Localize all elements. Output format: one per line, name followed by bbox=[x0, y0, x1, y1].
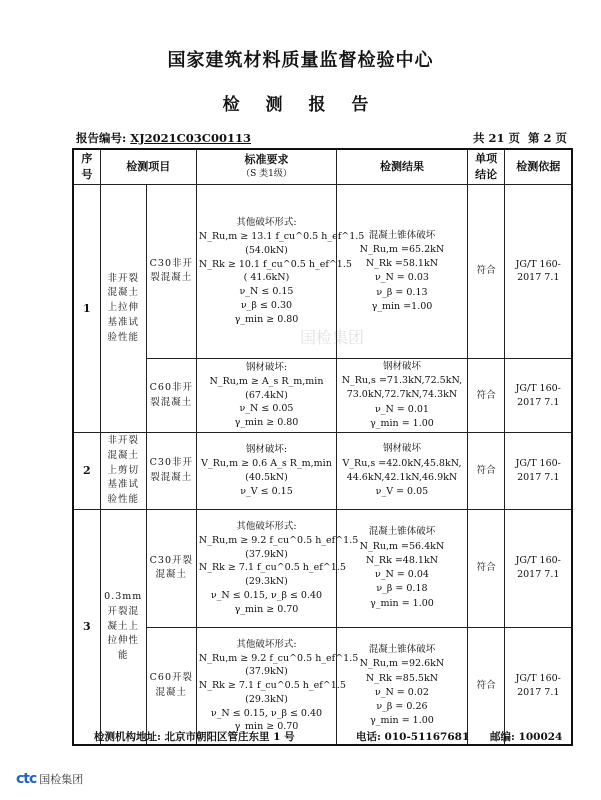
result-line: γ_min = 1.00 bbox=[370, 417, 434, 429]
requirement-line: ν_V ≤ 0.15 bbox=[240, 485, 293, 497]
test-basis: JG/T 160-2017 7.1 bbox=[505, 358, 572, 432]
requirement-line: (29.3kN) bbox=[245, 576, 288, 588]
table-row bbox=[73, 433, 572, 510]
requirement-line: γ_min ≥ 0.70 bbox=[234, 721, 299, 733]
test-sub-item: C30非开裂混凝土 bbox=[146, 184, 196, 358]
result-line: ν_N = 0.04 bbox=[374, 569, 429, 581]
requirement-line: 钢材破坏: bbox=[245, 362, 288, 374]
result-line: N_Rk =85.5kN bbox=[365, 672, 439, 684]
ctc-logo bbox=[16, 771, 83, 787]
requirement-line: (67.4kN) bbox=[245, 389, 288, 401]
result-line: ν_N = 0.03 bbox=[374, 272, 429, 284]
result-line: N_Ru,m =92.6kN bbox=[359, 658, 445, 670]
requirement-line: N_Rk ≥ 7.1 f_cu^0.5 h_ef^1.5 bbox=[198, 680, 346, 692]
result-line: γ_min = 1.00 bbox=[370, 597, 434, 609]
result-line: N_Ru,m =65.2kN bbox=[359, 243, 445, 255]
requirement-line: 其他破坏形式: bbox=[236, 521, 297, 533]
header-no: 序号 bbox=[73, 149, 100, 184]
result-line: 44.6kN,42.1kN,46.9kN bbox=[346, 471, 458, 483]
requirement-line: 其他破坏形式: bbox=[236, 217, 297, 229]
standard-requirement bbox=[196, 184, 365, 358]
org-title: 国家建筑材料质量监督检验中心 bbox=[167, 50, 434, 71]
requirement-line: 钢材破坏: bbox=[245, 444, 288, 456]
requirement-line: N_Ru,m ≥ 13.1 f_cu^0.5 h_ef^1.5 bbox=[198, 231, 365, 243]
test-sub-item: C30非开裂混凝土 bbox=[146, 433, 196, 510]
test-basis: JG/T 160-2017 7.1 bbox=[505, 433, 572, 510]
conclusion: 符合 bbox=[467, 184, 505, 358]
test-sub-item: C60开裂混凝土 bbox=[146, 627, 196, 745]
header-result: 检测结果 bbox=[337, 149, 468, 184]
test-basis: JG/T 160-2017 7.1 bbox=[505, 627, 572, 745]
test-result bbox=[337, 184, 468, 358]
result-line: γ_min =1.00 bbox=[371, 300, 433, 312]
requirement-line: ( 41.6kN) bbox=[243, 272, 290, 284]
requirement-line: (54.0kN) bbox=[245, 244, 288, 256]
standard-requirement bbox=[196, 509, 359, 627]
table-body bbox=[73, 184, 572, 745]
header-basis: 检测依据 bbox=[505, 149, 572, 184]
result-line: N_Ru,s =71.3kN,72.5kN, bbox=[341, 375, 463, 387]
requirement-line: γ_min ≥ 0.70 bbox=[234, 603, 299, 615]
table-row bbox=[73, 358, 572, 432]
requirement-line: N_Ru,m ≥ 9.2 f_cu^0.5 h_ef^1.5 bbox=[198, 534, 359, 546]
requirement-line: V_Ru,m ≥ 0.6 A_s R_m,min bbox=[201, 458, 332, 470]
requirement-line: (37.9kN) bbox=[245, 548, 288, 560]
footer-phone: 电话: 010-51167681 bbox=[356, 731, 470, 743]
result-line: 混凝土锥体破坏 bbox=[368, 229, 436, 241]
requirement-line: ν_N ≤ 0.15 bbox=[239, 286, 294, 298]
test-project: 0.3mm开裂混凝土上拉伸性能 bbox=[100, 509, 146, 745]
result-line: γ_min = 1.00 bbox=[370, 715, 434, 727]
logo-group-name: 国检集团 bbox=[39, 773, 84, 786]
report-title: 检 测 报 告 bbox=[222, 95, 379, 115]
result-line: ν_β = 0.13 bbox=[376, 286, 428, 298]
table-row bbox=[73, 184, 572, 358]
conclusion: 符合 bbox=[467, 358, 505, 432]
table-header-row bbox=[73, 149, 572, 184]
total-pages: 共 21 页 bbox=[472, 131, 520, 145]
footer-address: 检测机构地址: 北京市朝阳区管庄东里 1 号 bbox=[94, 731, 295, 743]
test-sub-item: C60非开裂混凝土 bbox=[146, 358, 196, 432]
test-results-table bbox=[72, 148, 573, 746]
requirement-line: N_Rk ≥ 10.1 f_cu^0.5 h_ef^1.5 bbox=[198, 258, 352, 270]
test-project: 非开裂混凝土上拉伸基准试验性能 bbox=[100, 184, 146, 432]
report-number bbox=[76, 130, 251, 146]
result-line: 混凝土锥体破坏 bbox=[368, 526, 436, 538]
requirement-line: N_Ru,m ≥ A_s R_m,min bbox=[209, 375, 324, 387]
report-number-label: 报告编号: bbox=[76, 131, 127, 145]
requirement-line: 其他破坏形式: bbox=[236, 638, 297, 650]
report-number-value: XJ2021C03C00113 bbox=[130, 131, 251, 145]
watermark: 国检集团 bbox=[300, 328, 365, 347]
conclusion: 符合 bbox=[467, 433, 505, 510]
requirement-line: ν_N ≤ 0.05 bbox=[239, 403, 294, 415]
requirement-line: N_Ru,m ≥ 9.2 f_cu^0.5 h_ef^1.5 bbox=[198, 652, 359, 664]
conclusion: 符合 bbox=[467, 627, 505, 745]
test-sub-item: C30开裂混凝土 bbox=[146, 509, 196, 627]
test-result bbox=[337, 433, 468, 510]
result-line: 钢材破坏 bbox=[382, 360, 421, 372]
standard-requirement bbox=[196, 358, 336, 432]
requirement-line: γ_min ≥ 0.80 bbox=[234, 417, 299, 429]
standard-requirement bbox=[196, 627, 359, 745]
test-result bbox=[337, 627, 468, 745]
result-line: ν_N = 0.02 bbox=[374, 686, 429, 698]
header-standard bbox=[196, 149, 336, 184]
result-line: 73.0kN,72.7kN,74.3kN bbox=[346, 389, 458, 401]
test-basis: JG/T 160-2017 7.1 bbox=[505, 509, 572, 627]
test-basis: JG/T 160-2017 7.1 bbox=[505, 184, 572, 358]
standard-requirement bbox=[196, 433, 336, 510]
header-standard-sub: （S 类1级） bbox=[241, 169, 292, 180]
page-info bbox=[469, 130, 567, 146]
requirement-line: ν_N ≤ 0.15, ν_β ≤ 0.40 bbox=[210, 589, 323, 601]
page-number: 第 2 页 bbox=[527, 131, 567, 145]
result-line: ν_N = 0.01 bbox=[374, 403, 429, 415]
requirement-line: ν_β ≤ 0.30 bbox=[240, 299, 293, 311]
test-result bbox=[337, 509, 468, 627]
header-item: 检测项目 bbox=[100, 149, 196, 184]
requirement-line: (29.3kN) bbox=[245, 693, 288, 705]
header-standard-label: 标准要求 bbox=[244, 153, 289, 167]
logo-mark: ctc bbox=[16, 771, 37, 787]
table-row bbox=[73, 627, 572, 745]
requirement-line: (40.5kN) bbox=[245, 471, 288, 483]
requirement-line: γ_min ≥ 0.80 bbox=[234, 313, 299, 325]
table-row bbox=[73, 509, 572, 627]
conclusion: 符合 bbox=[467, 509, 505, 627]
requirement-line: (37.9kN) bbox=[245, 666, 288, 678]
row-number: 3 bbox=[73, 509, 100, 745]
result-line: ν_β = 0.26 bbox=[376, 701, 428, 713]
result-line: V_Ru,s =42.0kN,45.8kN, bbox=[342, 457, 462, 469]
result-line: N_Rk =58.1kN bbox=[365, 258, 439, 270]
requirement-line: ν_N ≤ 0.15, ν_β ≤ 0.40 bbox=[210, 707, 323, 719]
footer-postcode: 邮编: 100024 bbox=[490, 731, 563, 743]
result-line: 钢材破坏 bbox=[382, 443, 421, 455]
requirement-line: N_Rk ≥ 7.1 f_cu^0.5 h_ef^1.5 bbox=[198, 562, 346, 574]
row-number: 2 bbox=[73, 433, 100, 510]
result-line: N_Rk =48.1kN bbox=[365, 554, 439, 566]
result-line: ν_V = 0.05 bbox=[375, 486, 429, 498]
row-number: 1 bbox=[73, 184, 100, 432]
result-line: N_Ru,m =56.4kN bbox=[359, 540, 445, 552]
result-line: ν_β = 0.18 bbox=[376, 583, 428, 595]
header-conclusion: 单项结论 bbox=[467, 149, 505, 184]
test-project: 非开裂混凝土上剪切基准试验性能 bbox=[100, 433, 146, 510]
result-line: 混凝土锥体破坏 bbox=[368, 644, 436, 656]
test-result bbox=[337, 358, 468, 432]
